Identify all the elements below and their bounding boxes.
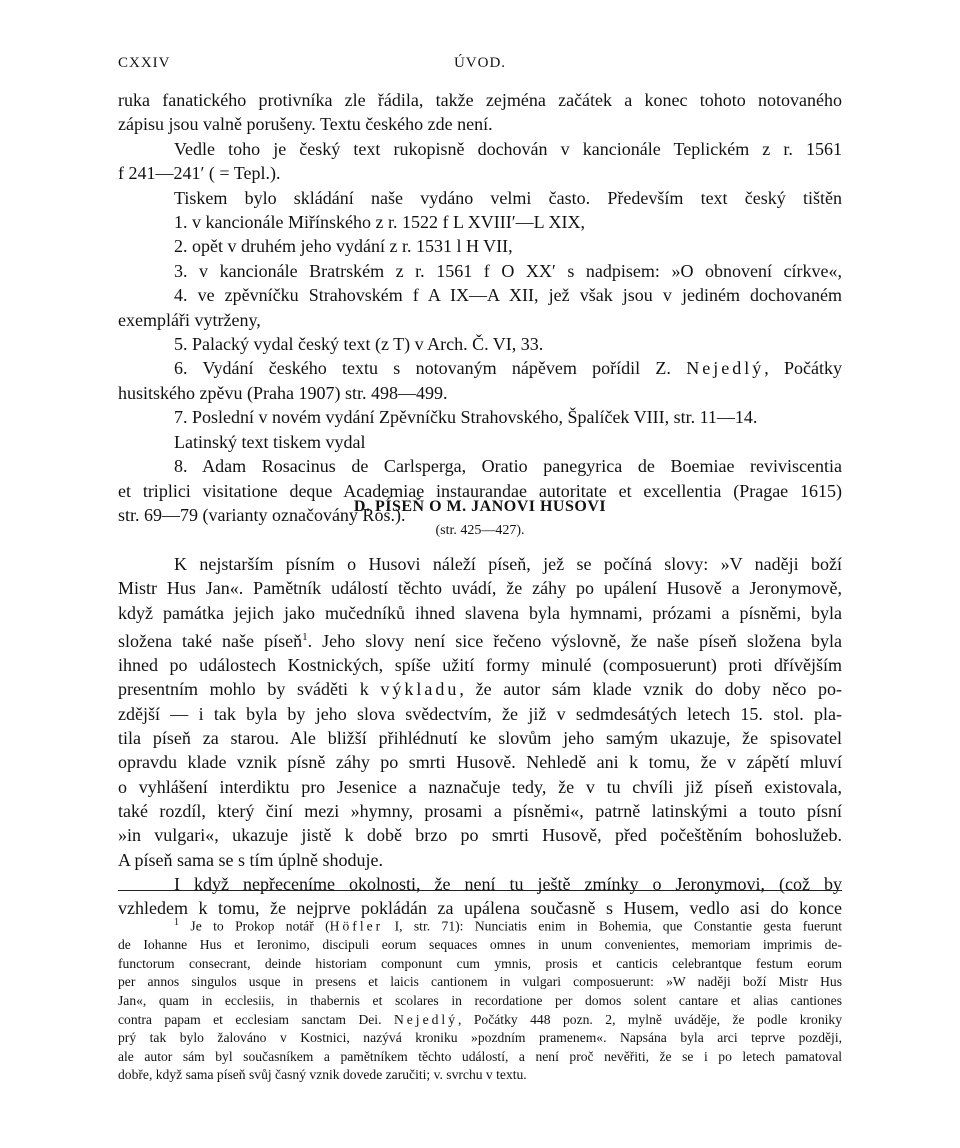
text-line: také rozdíl, který činí mezi »hymny, prosami a písněmi«, patrně latinskými a touto písní [118, 800, 842, 821]
text-line: f 241—241′ ( = Tepl.). [118, 163, 281, 184]
footnote-line: functorum consecrant, deinde historiam componunt cum ymnis, prosis et canticis celebrantque festum eorum [118, 955, 842, 971]
text-span: Je to Prokop notář ( [190, 918, 330, 934]
text-line: Tiskem bylo skládání naše vydáno velmi často. Především text český tištěn [174, 187, 842, 208]
author-name: Nejedlý [393, 1011, 458, 1027]
page-header [118, 55, 842, 77]
text-line [118, 625, 842, 653]
text-line: A píseň sama se s tím úplně shoduje. [118, 849, 383, 870]
list-item [118, 356, 842, 380]
list-item: 3. v kancionále Bratrském z r. 1561 f O XX′ s nadpisem: »O obnovení církve«, [174, 260, 842, 281]
main-text-block [118, 552, 842, 920]
footnote-line: Jan«, quam in ecclesiis, in thabernis et scolares in recordatione per domos solent cantare et alias cantiones [118, 992, 842, 1008]
footnote-ref[interactable]: 1 [302, 630, 308, 643]
text-line: o vyhlášení interdiktu pro Jesenice a naznačuje tedy, že v tu chvíli již píseň existovala, [118, 776, 842, 797]
footnote-line: per annos singulos usque in presens et laicis cantionem in vulgari composuerunt: »W naději boží Mistr Hus [118, 974, 842, 990]
text-line: »in vulgari«, ukazuje jistě k době brzo po smrti Husově, před počeštěním bohoslužeb. [118, 825, 842, 846]
running-title: ÚVOD. [453, 55, 507, 71]
list-item-continuation: str. 69—79 (varianty označovány Ros.). [118, 504, 406, 525]
text-span: I, str. 71): Nunciatis enim in Bohemia, que Constantie gesta fuerunt [394, 918, 842, 934]
list-item: 8. Adam Rosacinus de Carlsperga, Oratio panegyrica de Boemiae reviviscentia [174, 456, 842, 477]
text-span: 6. Vydání českého textu s notovaným nápěvem pořídil Z. [174, 358, 671, 379]
text-line: Vedle toho je český text rukopisně dochován v kancionále Teplickém z r. 1561 [174, 138, 842, 159]
text-line: Mistr Hus Jan«. Pamětník událostí těchto uvádí, že záhy po upálení Husově a Jeronymově, [118, 578, 842, 599]
text-line: I když nepřeceníme okolnosti, že není tu ještě zmínky o Jeronymovi, (což by [174, 873, 842, 894]
text-line: K nejstarším písním o Husovi náleží píseň, jež se počíná slovy: »V naději boží [174, 554, 842, 574]
text-line: zápisu jsou valně porušeny. Textu českého zde není. [118, 114, 493, 135]
text-line: opravdu klade vznik písně záhy po smrti Husově. Nehledě ani k tomu, že v zápětí mluví [118, 752, 842, 773]
footnote-line: dobře, když sama píseň svůj časný vznik dovede zaručiti; v. svrchu v textu. [118, 1067, 527, 1083]
top-text-block [118, 88, 842, 527]
list-item: 4. ve zpěvníčku Strahovském f A IX—A XII, jež však jsou v jediném dochovaném [174, 285, 842, 306]
text-span: , že autor sám klade vznik do doby něco po- [459, 679, 842, 700]
text-line: vzhledem k tomu, že nejprve pokládán za upálena současně s Husem, vedlo asi do konce [118, 898, 842, 919]
text-span: presentním mohlo by sváděti k [118, 679, 369, 700]
text-span: , Počátky 448 pozn. 2, mylně uváděje, že podle kroniky [458, 1011, 842, 1027]
footnote-line [118, 914, 842, 936]
text-line [118, 677, 842, 701]
footnotes [118, 914, 842, 1085]
footnote-line: prý tak bylo žalováno v Kostnici, nazývá kroniku »pozdním pramenem«. Napsána byla arci teprve později, [118, 1030, 842, 1046]
list-item-continuation: husitského zpěvu (Praha 1907) str. 498—499. [118, 382, 448, 403]
footnote-line: ale autor sám byl současníkem a pamětníkem těchto událostí, a není proč nevěřiti, že se i po letech pamatoval [118, 1048, 842, 1064]
list-item: 5. Palacký vydal český text (z T) v Arch. Č. VI, 33. [174, 334, 544, 355]
text-line: ihned po událostech Kostnických, spíše užití formy minulé (composuerunt) proti dřívějším [118, 655, 842, 676]
page-number: CXXIV [118, 55, 171, 71]
spaced-word: výkladu [380, 679, 460, 700]
text-line: když památka jejich jako mučedníků ihned slavena byla hymnami, prózami a písněmi, byla [118, 602, 842, 623]
list-item: 7. Poslední v novém vydání Zpěvníčku Strahovského, Špalíček VIII, str. 11—14. [174, 407, 758, 428]
list-item-continuation: exempláři vytrženy, [118, 309, 261, 330]
footnote-mark: 1 [174, 917, 179, 928]
text-line: zdější — i tak byla by jeho slova svědectvím, že již v sedmdesátých letech 15. stol. pla- [118, 703, 842, 724]
text-line: Latinský text tiskem vydal [174, 431, 366, 452]
text-span: . Jeho slovy není sice řečeno výslovně, že naše píseň složena byla [307, 630, 842, 651]
footnote-divider [118, 890, 842, 891]
list-item-continuation: et triplici visitatione deque Academiae instaurandae autoritate et excellentia (Pragae 1615) [118, 480, 842, 501]
list-item: 2. opět v druhém jeho vydání z r. 1531 l H VII, [174, 236, 513, 257]
author-name: Höfler [329, 918, 384, 934]
text-line: ruka fanatického protivníka zle řádila, takže zejména začátek a konec tohoto notovaného [118, 90, 842, 110]
footnote-line: de Iohanne Hus et Ieronimo, discipuli eorum sequaces omnes in unum convenientes, memoriam imprimis de- [118, 937, 842, 953]
section-title: D. PÍSEŇ O M. JANOVI HUSOVI [353, 498, 607, 515]
text-span: , Počátky [764, 358, 843, 379]
text-span: složena také naše píseň [118, 630, 303, 651]
section-page-range: (str. 425—427). [435, 523, 525, 538]
text-line: tila píseň za starou. Ale bližší přihlédnutí ke slovům jeho samým ukazuje, že spisovatel [118, 728, 842, 749]
author-name: Nejedlý [686, 358, 765, 379]
text-span: contra papam et ecclesiam sanctam Dei. [118, 1011, 382, 1027]
list-item: 1. v kancionále Miřínského z r. 1522 f L XVIII′—L XIX, [174, 212, 586, 233]
footnote-line [118, 1011, 842, 1030]
